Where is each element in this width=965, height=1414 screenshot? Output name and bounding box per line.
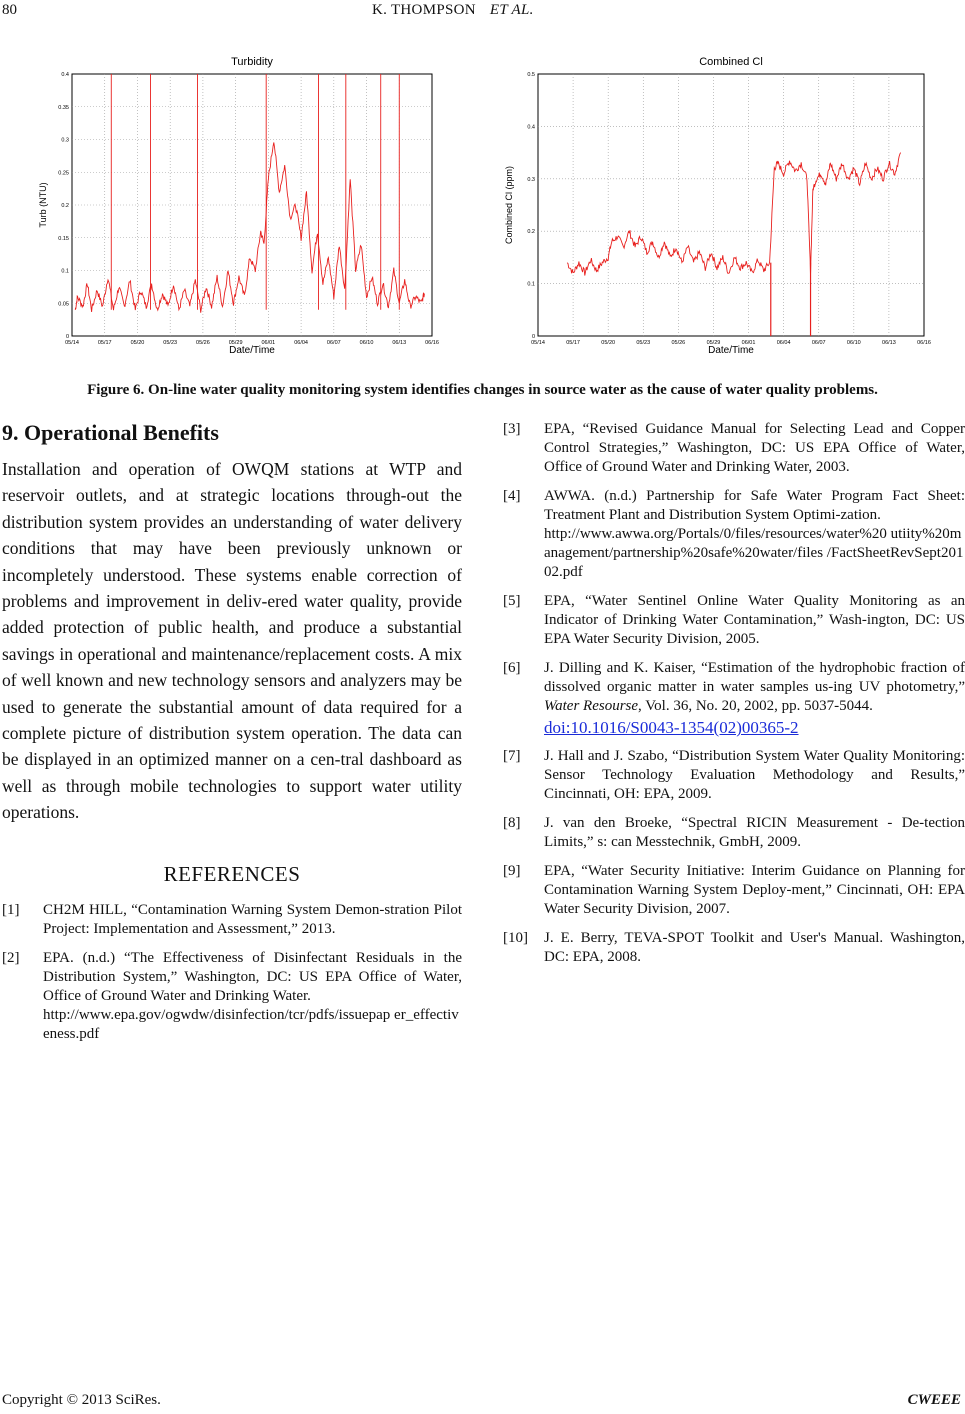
reference-item: [503, 487, 965, 582]
footer-journal: CWEEE: [907, 1392, 961, 1408]
header-authors: K. THOMPSON: [372, 2, 476, 18]
x-tick-label: 06/01: [261, 340, 276, 346]
reference-number: [7]: [503, 748, 521, 764]
reference-number: [2]: [2, 949, 20, 966]
y-tick-label: 0: [531, 334, 535, 340]
y-tick-label: 0.4: [527, 124, 535, 131]
reference-item: [503, 929, 965, 967]
reference-number: [9]: [503, 863, 521, 879]
x-tick-label: 05/26: [196, 340, 210, 346]
x-tick-label: 05/29: [706, 340, 721, 346]
reference-item: [503, 659, 965, 737]
y-tick-label: 0.1: [61, 268, 69, 275]
y-axis-label: Turb (NTU): [38, 182, 48, 228]
y-tick-label: 0.35: [58, 104, 69, 111]
reference-text: AWWA. (n.d.) Partnership for Safe Water Program Fact Sheet: Treatment Plant and Distribution System Optimi-zation.: [544, 488, 965, 523]
x-tick-label: 06/13: [882, 340, 896, 346]
reference-item: [503, 862, 965, 919]
reference-item: [503, 592, 965, 649]
reference-item: [503, 814, 965, 852]
reference-text: EPA. (n.d.) “The Effectiveness of Disinfectant Residuals in the Distribution System,” Washington, DC: US EPA Office of Water, Office of Ground Water and Drinking Water.: [43, 949, 462, 1004]
x-tick-label: 06/10: [846, 340, 861, 346]
x-tick-label: 06/04: [776, 340, 791, 346]
reference-text: EPA, “Water Security Initiative: Interim Guidance on Planning for Contamination Warning System Deploy-ment,” Cincinnati, OH: EPA Water Security Division, 2007.: [544, 863, 965, 917]
chart-title: Combined Cl: [699, 56, 763, 68]
x-tick-label: 05/23: [163, 340, 178, 346]
reference-url[interactable]: http://www.epa.gov/ogwdw/disinfection/tcr/pdfs/issuepap er_effectiveness.pdf: [43, 1006, 459, 1042]
x-tick-label: 06/13: [392, 340, 407, 346]
reference-item: [503, 420, 965, 477]
x-tick-label: 06/16: [917, 340, 931, 346]
section-title: 9. Operational Benefits: [2, 420, 219, 445]
x-tick-label: 06/16: [425, 340, 439, 346]
x-tick-label: 05/20: [130, 340, 145, 346]
y-tick-label: 0.2: [61, 203, 69, 209]
x-tick-label: 06/01: [741, 340, 756, 346]
y-tick-label: 0.4: [61, 72, 69, 78]
x-tick-label: 05/26: [671, 340, 686, 346]
reference-text: EPA, “Revised Guidance Manual for Selecting Lead and Copper Control Strategies,” Washington, DC: US EPA Office of Water, Office of Ground Water and Drinking Water, 2003.: [544, 421, 965, 475]
reference-number: [10]: [503, 930, 528, 946]
running-header: [372, 2, 534, 19]
combined-cl-chart: [502, 52, 932, 364]
y-tick-label: 0.5: [527, 72, 535, 78]
turbidity-chart: [32, 52, 442, 364]
y-tick-label: 0.3: [527, 176, 535, 183]
x-tick-label: 05/23: [636, 340, 651, 346]
reference-text: J. Dilling and K. Kaiser, “Estimation of the hydrophobic fraction of dissolved organic matter in water samples us-ing UV photometry,”: [544, 660, 965, 695]
footer-copyright: Copyright © 2013 SciRes.: [2, 1392, 161, 1408]
left-column: [2, 420, 462, 1054]
reference-number: [8]: [503, 815, 521, 831]
reference-text-after: , Vol. 36, No. 20, 2002, pp. 5037-5044.: [638, 698, 873, 714]
reference-text: J. Hall and J. Szabo, “Distribution System Water Quality Monitoring: Sensor Technology Evaluation Methodology and Results,” Cincinnati, OH: EPA, 2009.: [544, 748, 965, 802]
x-tick-label: 05/14: [531, 340, 545, 346]
x-tick-label: 05/20: [601, 340, 616, 346]
x-axis-label: Date/Time: [229, 345, 275, 356]
reference-text: J. E. Berry, TEVA-SPOT Toolkit and User's Manual. Washington, DC: EPA, 2008.: [544, 930, 965, 965]
y-tick-label: 0.1: [527, 281, 535, 288]
x-tick-label: 05/29: [228, 340, 243, 346]
section-body: Installation and operation of OWQM stations at WTP and reservoir outlets, and at strategic locations through-out the distribution system provides an understanding of water delivery conditions that may have been previously unknown or incompletely understood. These systems enable correction of problems and improvement in deliv-ered water quality, provide added protection of public health, and produce a substantial savings in operational and maintenance/replacement costs. A mix of well known and new technology sensors and analyzers may be used to generate the substantial amount of data required for a complete picture of distribution system operation. The data can be displayed in an optimized manner on a cen-tral dashboard as well as through mobile technologies to support water utility operations.: [2, 459, 462, 823]
page-number: 80: [2, 2, 17, 18]
reference-number: [1]: [2, 901, 20, 918]
reference-text: CH2M HILL, “Contamination Warning System Demon-stration Pilot Project: Implementation and Assessment,” 2013.: [43, 901, 462, 937]
plot-area: [538, 74, 924, 336]
y-tick-label: 0.15: [58, 235, 69, 242]
x-tick-label: 06/04: [294, 340, 308, 346]
x-tick-label: 05/17: [566, 340, 580, 346]
y-tick-label: 0.2: [527, 229, 535, 236]
x-tick-label: 05/17: [97, 340, 112, 346]
reference-number: [4]: [503, 488, 521, 504]
y-tick-label: 0: [65, 334, 69, 340]
reference-number: [6]: [503, 660, 521, 676]
y-tick-label: 0.25: [58, 170, 69, 177]
x-tick-label: 06/07: [326, 340, 341, 346]
reference-number: [5]: [503, 593, 521, 609]
reference-journal: Water Resourse: [544, 698, 639, 714]
reference-item: [2, 901, 462, 939]
chart-title: Turbidity: [231, 56, 273, 68]
figure-caption: Figure 6. On-line water quality monitoring system identifies changes in source water as the cause of water quality problems.: [87, 382, 878, 398]
reference-text: J. van den Broeke, “Spectral RICIN Measurement - De-tection Limits,” s: can Messtechnik, GmbH, 2009.: [544, 815, 965, 850]
header-etal: ET AL.: [489, 2, 534, 18]
reference-url[interactable]: http://www.awwa.org/Portals/0/files/resources/water%20 utiity%20management/partnership%20safe%20water/files /FactSheetRevSept20102.pdf: [544, 526, 964, 580]
reference-item: [2, 949, 462, 1044]
y-axis-label: Combined Cl (ppm): [504, 165, 514, 245]
x-tick-label: 06/07: [811, 340, 826, 346]
x-tick-label: 05/14: [65, 340, 79, 346]
y-tick-label: 0.3: [61, 137, 69, 144]
x-tick-label: 06/10: [359, 340, 374, 346]
reference-text: EPA, “Water Sentinel Online Water Quality Monitoring as an Indicator of Drinking Water Contamination,” Wash-ington, DC: US EPA Water Security Division, 2005.: [544, 593, 965, 647]
reference-item: [503, 747, 965, 804]
reference-doi-link[interactable]: doi:10.1016/S0043-1354(02)00365-2: [544, 718, 799, 737]
right-column: [503, 420, 965, 977]
x-axis-label: Date/Time: [708, 345, 754, 356]
reference-number: [3]: [503, 421, 521, 437]
references-title: REFERENCES: [163, 861, 301, 886]
y-tick-label: 0.05: [58, 301, 69, 308]
